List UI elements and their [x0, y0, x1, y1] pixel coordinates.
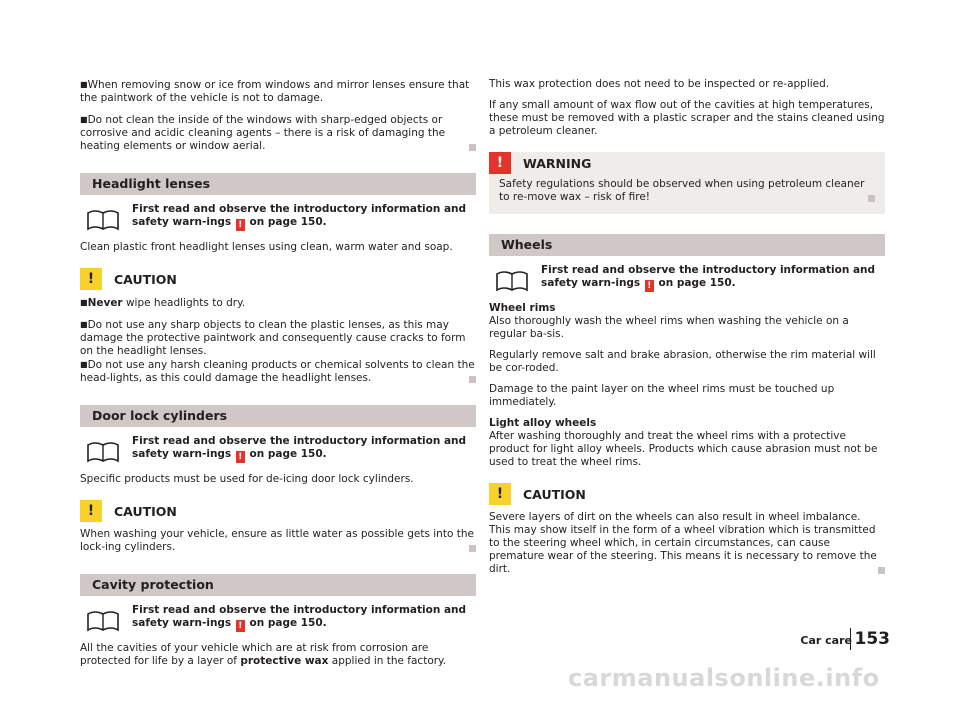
rims-heading: Wheel rims: [489, 302, 556, 314]
section-end-mark: [878, 567, 885, 574]
warning-icon: !: [236, 620, 245, 632]
caution-icon: !: [80, 500, 102, 522]
read-first-wheels: First read and observe the introductory information and safety warn-ings ! on page 150.: [489, 264, 885, 292]
warning-icon: !: [489, 152, 511, 174]
headlight-body: Clean plastic front headlight lenses using clean, warm water and soap.: [80, 241, 453, 253]
wheels-caution-text: Severe layers of dirt on the wheels can also result in wheel imbalance. This may show itself in the form of a wheel vibration which is transmitted to the steering wheel which, in certain circumstances, can cause premature wear of the steering. This means it is necessary to remove the dirt.: [489, 511, 885, 576]
section-title-cavity: Cavity protection: [80, 574, 476, 596]
footer-section: Car care: [800, 634, 852, 647]
caution-item-2: ■ Do not use any sharp objects to clean the plastic lenses, as this may damage the protective paintwork and consequently cause cracks to form on the headlight lenses.: [80, 318, 476, 358]
read-first-door: First read and observe the introductory information and safety warn-ings ! on page 150.: [80, 435, 476, 463]
door-body: Specific products must be used for de-icing door lock cylinders.: [80, 473, 414, 485]
caution-wheels: ! CAUTION: [489, 483, 885, 505]
alloy-text: After washing thoroughly and treat the wheel rims with a protective product for light alloy wheels. Products which cause abrasion must not be used to treat the wheel rims.: [489, 430, 878, 468]
read-first-headlight: First read and observe the introductory information and safety warn-ings ! on page 150.: [80, 203, 476, 231]
right-column: [489, 78, 885, 584]
rims-text: Also thoroughly wash the wheel rims when washing the vehicle on a regular ba-sis.: [489, 315, 849, 340]
section-end-mark: [469, 545, 476, 552]
alloy-heading: Light alloy wheels: [489, 417, 597, 429]
book-icon: [86, 608, 120, 632]
caution-icon: !: [489, 483, 511, 505]
damage-text: Damage to the paint layer on the wheel rims must be touched up immediately.: [489, 383, 835, 408]
caution-headlight: ! CAUTION: [80, 268, 476, 290]
wax-p2: If any small amount of wax flow out of the cavities at high temperatures, these must be removed with a plastic scraper and the stains cleaned using a petroleum cleaner.: [489, 99, 885, 137]
book-icon: [86, 207, 120, 231]
section-end-mark: [469, 144, 476, 151]
caution-item-3: ■ Do not use any harsh cleaning products or chemical solvents to clean the head-lights, as this could damage the headlight lenses.: [80, 358, 476, 385]
caution-item-1: ■ Never wipe headlights to dry.: [80, 296, 476, 310]
warning-label: WARNING: [523, 155, 592, 171]
page-number: 153: [850, 628, 891, 650]
left-column: [80, 78, 476, 676]
cavity-body: All the cavities of your vehicle which are at risk from corrosion are protected for life by a layer of protective wax applied in the factory.: [80, 642, 447, 667]
wax-p1: This wax protection does not need to be inspected or re-applied.: [489, 78, 830, 90]
page-footer: [760, 628, 890, 652]
salt-text: Regularly remove salt and brake abrasion, otherwise the rim material will be cor-roded.: [489, 349, 876, 374]
section-title-headlight: Headlight lenses: [80, 173, 476, 195]
section-end-mark: [868, 195, 875, 202]
section-title-wheels: Wheels: [489, 234, 885, 256]
book-icon: [495, 268, 529, 292]
door-caution-text: When washing your vehicle, ensure as little water as possible gets into the lock-ing cylinders.: [80, 528, 476, 554]
caution-door: ! CAUTION: [80, 500, 476, 522]
warning-box: [489, 152, 885, 214]
warning-icon: !: [645, 280, 654, 292]
section-end-mark: [469, 376, 476, 383]
warning-icon: !: [236, 451, 245, 463]
watermark: carmanualsonline.info: [568, 664, 880, 692]
book-icon: [86, 439, 120, 463]
section-title-door: Door lock cylinders: [80, 405, 476, 427]
intro-item-1: ■ When removing snow or ice from windows and mirror lenses ensure that the paintwork of the vehicle is not to damage.: [80, 78, 476, 105]
intro-item-2: ■ Do not clean the inside of the windows with sharp-edged objects or corrosive and acidic cleaning agents – there is a risk of damaging the heating elements or window aerial.: [80, 113, 476, 153]
warning-icon: !: [236, 219, 245, 231]
read-first-cavity: First read and observe the introductory information and safety warn-ings ! on page 150.: [80, 604, 476, 632]
warning-text: Safety regulations should be observed when using petroleum cleaner to re-move wax – risk of fire!: [499, 178, 865, 203]
caution-icon: !: [80, 268, 102, 290]
